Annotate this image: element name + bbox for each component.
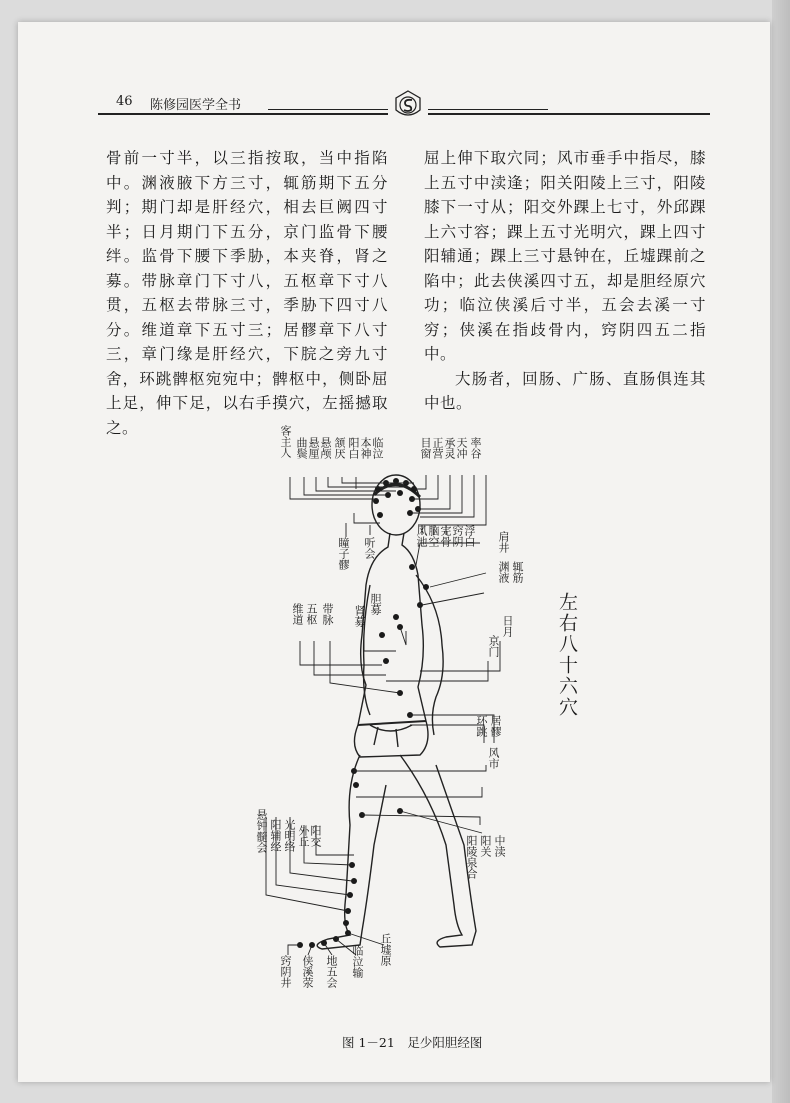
point-label: 瞳子髎 — [337, 537, 350, 570]
point-label: 居髎 — [489, 715, 502, 737]
point-label: 肩井 — [497, 531, 510, 553]
point-label: 承灵 — [443, 437, 456, 459]
point-label: 风市 — [487, 747, 500, 769]
point-label: 本神 — [359, 437, 372, 459]
figure-caption: 图 1－21 足少阳胆经图 — [342, 1035, 483, 1050]
page-number: 46 — [116, 94, 133, 109]
publisher-logo-icon — [392, 90, 424, 120]
point-label: 客主人 — [279, 425, 292, 458]
left-text-column — [106, 146, 388, 440]
point-label: 胆募 — [369, 593, 382, 615]
right-text-column — [424, 146, 706, 416]
point-label: 率谷 — [469, 437, 482, 459]
point-label: 地五会 — [325, 955, 338, 988]
point-label: 环跳 — [475, 715, 488, 737]
point-label: 悬钟髓会 — [255, 809, 268, 853]
point-label: 光明络 — [283, 819, 296, 852]
page-edge — [772, 0, 790, 1103]
point-label: 目窗 — [419, 437, 432, 459]
human-figure-drawing — [250, 425, 580, 1025]
point-label: 肾募 — [353, 605, 366, 627]
paragraph: 大肠者，回肠、广肠、直肠俱连其中也。 — [424, 369, 706, 412]
point-label: 曲鬓 — [295, 437, 308, 459]
point-label: 丘墟原 — [379, 933, 392, 966]
point-label: 渊液 — [497, 561, 510, 583]
point-label: 悬颅 — [319, 437, 332, 459]
point-label: 窍阴 — [451, 525, 464, 547]
point-label: 侠溪荥 — [301, 955, 314, 988]
point-label: 窍阴井 — [279, 955, 292, 988]
book-title: 陈修园医学全书 — [150, 98, 242, 113]
page-header — [98, 88, 710, 118]
point-label: 阳白 — [347, 437, 360, 459]
point-label: 京门 — [487, 635, 500, 657]
point-label: 阳陵泉合 — [465, 835, 478, 879]
point-label: 外丘 — [297, 825, 310, 847]
point-label: 风池 — [415, 525, 428, 547]
point-label: 维道 — [291, 603, 304, 625]
paragraph: 屈上伸下取穴同；风市垂手中指尽，膝上五寸中渎逢；阳关阳陵上三寸，阳陵膝下一寸从；阳交外踝上七寸，外邱踝上六寸容；踝上五寸光明穴，踝上四寸阳辅通；踝上三寸悬钟在，丘墟踝前之陷中；此去侠溪四寸五，却是胆经原穴功；临泣侠溪后寸半，五会去溪一寸穷；侠溪在指歧骨内，窍阴四五二指中。 — [424, 149, 706, 363]
header-rule-left-thin — [268, 109, 388, 110]
point-label: 临泣输 — [351, 945, 364, 978]
meridian-figure — [250, 425, 580, 1025]
point-label: 五枢 — [305, 603, 318, 625]
point-label: 脑空 — [427, 525, 440, 547]
point-label: 悬厘 — [307, 437, 320, 459]
figure-side-title: 左右八十六穴 — [556, 592, 578, 718]
point-label: 日月 — [501, 615, 514, 637]
point-label: 临泣 — [371, 437, 384, 459]
paragraph: 骨前一寸半，以三指按取，当中指陷中。渊液腋下方三寸，辄筋期下五分判；期门却是肝经穴，相去巨阙四寸半；日月期门下五分，京门监骨下腰绊。监骨下腰下季胁，本夹脊，肾之募。带脉章门下寸八，五枢章下寸八贯，五枢去带脉三寸，季胁下四寸八分。维道章下五寸三；居髎章下八寸三，章门缘是肝经穴，下脘之旁九寸舍，环跳髀枢宛宛中；髀枢中，侧卧屈上足，伸下足，以右手摸穴，左摇撼取之。 — [106, 149, 388, 437]
point-label: 阳辅经 — [269, 819, 282, 852]
point-label: 中渎 — [493, 835, 506, 857]
header-rule-left — [98, 113, 388, 115]
point-label: 带脉 — [321, 603, 334, 625]
point-label: 完骨 — [439, 525, 452, 547]
header-rule-right-thin — [428, 109, 548, 110]
header-rule-right — [428, 113, 710, 115]
point-label: 阳交 — [309, 825, 322, 847]
point-label: 浮白 — [463, 525, 476, 547]
point-label: 天冲 — [455, 437, 468, 459]
point-label: 听会 — [363, 537, 376, 559]
point-label: 颔厌 — [333, 437, 346, 459]
point-label: 阳关 — [479, 835, 492, 857]
point-label: 辄筋 — [511, 561, 524, 583]
point-label: 正营 — [431, 437, 444, 459]
